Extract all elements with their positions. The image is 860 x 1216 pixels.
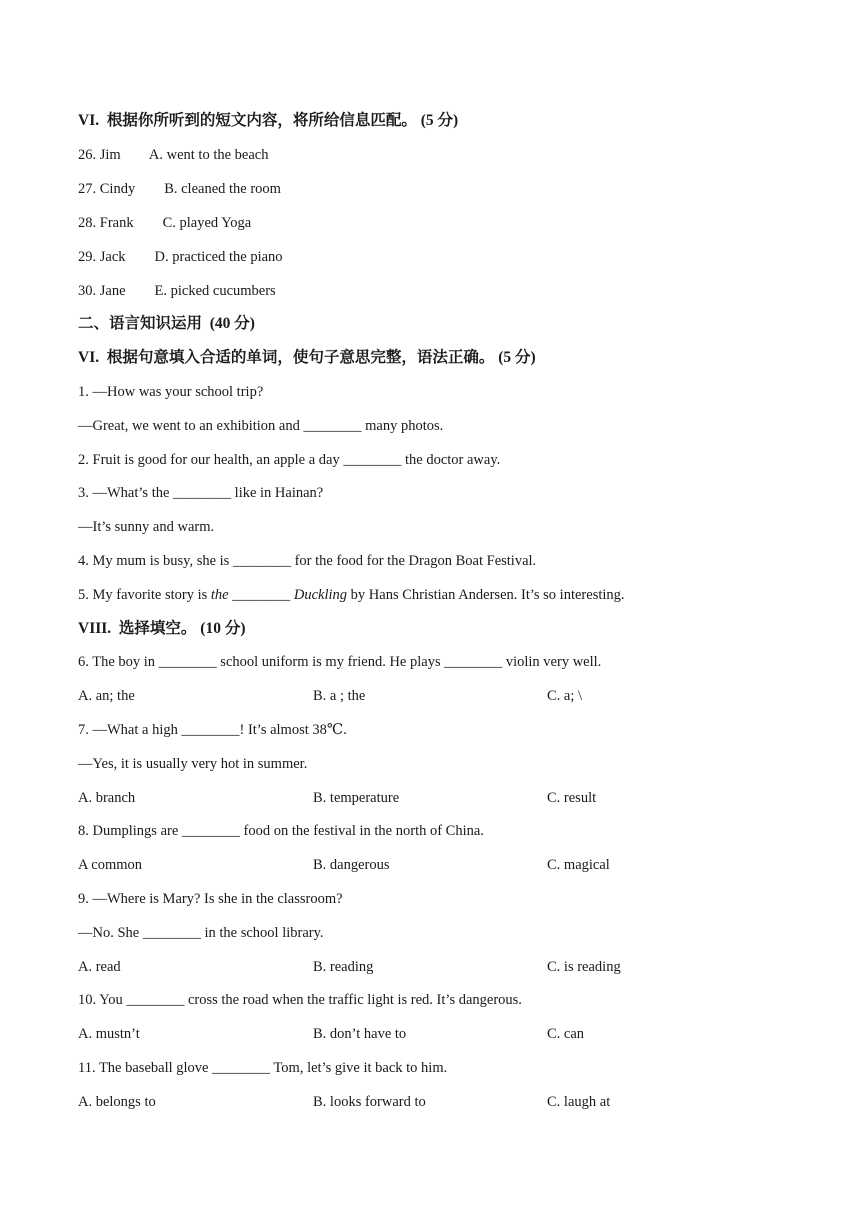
question-5-duckling: Duckling [293, 587, 348, 603]
question-6-option-a: A. an; the [78, 688, 135, 704]
question-9-option-c: C. is reading [547, 959, 621, 975]
question-5-the: the [210, 587, 229, 603]
match-item-28: 28. Frank C. played Yoga [78, 215, 252, 231]
question-11-option-c: C. laugh at [547, 1094, 611, 1110]
question-8-option-b: B. dangerous [313, 857, 390, 873]
question-6-option-c: C. a; \ [547, 688, 583, 704]
question-1-b: —Great, we went to an exhibition and ________ many photos. [78, 418, 444, 434]
question-8: 8. Dumplings are ________ food on the festival in the north of China. [78, 823, 484, 839]
match-item-26: 26. Jim A. went to the beach [78, 147, 269, 163]
section-title-fill-in: VI. 根据句意填入合适的单词，使句子意思完整，语法正确。 (5 分) [78, 349, 536, 366]
question-10-option-c: C. can [547, 1026, 585, 1042]
question-10-option-b: B. don’t have to [313, 1026, 407, 1042]
question-6-option-b: B. a ; the [313, 688, 366, 704]
question-5-blank: ________ [228, 587, 294, 603]
question-2: 2. Fruit is good for our health, an apple a day ________ the doctor away. [78, 452, 501, 468]
section-title-listening-match: VI. 根据你所听到的短文内容，将所给信息匹配。 (5 分) [78, 112, 459, 129]
question-10: 10. You ________ cross the road when the traffic light is red. It’s dangerous. [78, 992, 522, 1008]
question-3-a: 3. —What’s the ________ like in Hainan? [78, 485, 324, 501]
question-8-option-c: C. magical [547, 857, 610, 873]
question-11-option-b: B. looks forward to [313, 1094, 426, 1110]
question-7-a: 7. —What a high ________! It’s almost 38℃. [78, 722, 347, 738]
question-7-option-a: A. branch [78, 790, 136, 806]
question-9-a: 9. —Where is Mary? Is she in the classroom? [78, 891, 343, 907]
part-title-language-knowledge: 二、语言知识运用 (40 分) [78, 315, 255, 332]
question-7-b: —Yes, it is usually very hot in summer. [78, 756, 308, 772]
question-1-a: 1. —How was your school trip? [78, 384, 264, 400]
match-item-29: 29. Jack D. practiced the piano [78, 249, 283, 265]
question-4: 4. My mum is busy, she is ________ for the food for the Dragon Boat Festival. [78, 553, 537, 569]
match-item-30: 30. Jane E. picked cucumbers [78, 283, 276, 299]
question-7-option-c: C. result [547, 790, 597, 806]
question-10-option-a: A. mustn’t [78, 1026, 140, 1042]
question-5 [78, 585, 625, 605]
question-6: 6. The boy in ________ school uniform is my friend. He plays ________ violin very well. [78, 654, 602, 670]
match-item-27: 27. Cindy B. cleaned the room [78, 181, 281, 197]
question-9-option-a: A. read [78, 959, 121, 975]
question-11-option-a: A. belongs to [78, 1094, 156, 1110]
question-8-option-a: A common [78, 857, 143, 873]
question-9-b: —No. She ________ in the school library. [78, 925, 324, 941]
question-7-option-b: B. temperature [313, 790, 400, 806]
question-5-suffix: by Hans Christian Andersen. It’s so interesting. [347, 587, 625, 603]
question-5-prefix: 5. My favorite story is [78, 587, 211, 603]
question-9-option-b: B. reading [313, 959, 374, 975]
section-title-multiple-choice: VIII. 选择填空。 (10 分) [78, 620, 246, 637]
question-11: 11. The baseball glove ________ Tom, let’s give it back to him. [78, 1060, 448, 1076]
question-3-b: —It’s sunny and warm. [78, 519, 215, 535]
